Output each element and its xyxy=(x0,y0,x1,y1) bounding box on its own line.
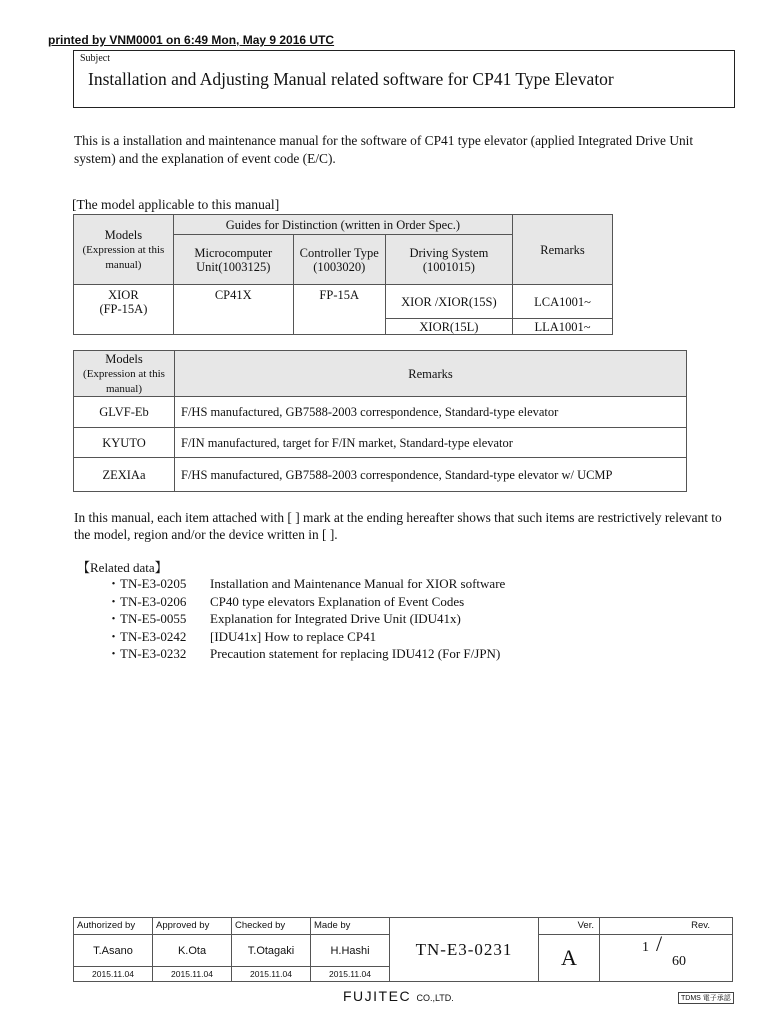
list-item: ・TN-E3-0232 Precaution statement for replacing IDU412 (For F/JPN) xyxy=(107,646,501,661)
authorized-label: Authorized by xyxy=(74,918,153,935)
made-label: Made by xyxy=(311,918,390,935)
list-item: ・TN-E5-0055 Explanation for Integrated Drive Unit (IDU41x) xyxy=(107,611,461,626)
micro-header: Microcomputer Unit(1003125) xyxy=(173,235,293,285)
approved-name: K.Ota xyxy=(153,935,232,967)
model-cell: ZEXIAa xyxy=(74,458,175,492)
remarks-header: Remarks xyxy=(175,351,687,397)
micro-cell: CP41X xyxy=(173,285,293,335)
approval-block xyxy=(73,917,733,982)
table-row xyxy=(74,458,687,492)
list-item: ・TN-E3-0242 [IDU41x] How to replace CP41 xyxy=(107,628,377,644)
approved-date: 2015.11.04 xyxy=(153,967,232,982)
subject-label: Subject xyxy=(80,53,110,64)
model-heading: [The model applicable to this manual] xyxy=(72,197,280,212)
approved-label: Approved by xyxy=(153,918,232,935)
model-table xyxy=(73,214,613,335)
related-list xyxy=(107,575,505,663)
made-date: 2015.11.04 xyxy=(311,967,390,982)
tdms-mark: TDMS 電子承認 xyxy=(678,992,734,1004)
model-cell: KYUTO xyxy=(74,428,175,458)
ver-label: Ver. xyxy=(539,918,600,935)
checked-label: Checked by xyxy=(232,918,311,935)
list-item: ・TN-E3-0206 CP40 type elevators Explanation of Event Codes xyxy=(107,593,465,609)
company-logo: FUJITEC CO.,LTD. xyxy=(343,988,454,1004)
controller-header: Controller Type (1003020) xyxy=(293,235,385,285)
driving-cell: XIOR /XIOR(15S) xyxy=(385,285,512,319)
intro-paragraph: This is a installation and maintenance manual for the software of CP41 type elevator (applied Integrated Drive Unit system) and the explanation of event code (E/C). xyxy=(74,133,694,166)
checked-name: T.Otagaki xyxy=(232,935,311,967)
version-value: A xyxy=(539,935,600,982)
controller-cell: FP-15A xyxy=(293,285,385,335)
driving-cell: XIOR(15L) xyxy=(385,319,512,335)
remark-cell: F/IN manufactured, target for F/IN market, Standard-type elevator xyxy=(175,428,687,458)
note-paragraph: In this manual, each item attached with [ ] mark at the ending hereafter shows that such items are restrictively relevant to the model, region and/or the device written in [ ]. xyxy=(74,510,722,542)
print-header: printed by VNM0001 on 6:49 Mon, May 9 2016 UTC xyxy=(48,33,335,47)
remarks-header: Remarks xyxy=(513,215,613,285)
driving-header: Driving System (1001015) xyxy=(385,235,512,285)
remark-cell: F/HS manufactured, GB7588-2003 correspondence, Standard-type elevator xyxy=(175,397,687,428)
table-row xyxy=(74,428,687,458)
list-item: ・TN-E3-0205 Installation and Maintenance Manual for XIOR software xyxy=(107,576,506,591)
model-remarks-table xyxy=(73,350,687,492)
related-heading: 【Related data】 xyxy=(77,560,168,575)
document-title: Installation and Adjusting Manual related software for CP41 Type Elevator xyxy=(88,69,614,89)
authorized-name: T.Asano xyxy=(74,935,153,967)
models-header: Models (Expression at this manual) xyxy=(74,215,174,285)
page-number: 1 / 60 xyxy=(600,935,733,982)
rev-label: Rev. xyxy=(600,918,733,935)
remarks-cell: LCA1001~ xyxy=(513,285,613,319)
remark-cell: F/HS manufactured, GB7588-2003 correspondence, Standard-type elevator w/ UCMP xyxy=(175,458,687,492)
authorized-date: 2015.11.04 xyxy=(74,967,153,982)
guides-header: Guides for Distinction (written in Order Spec.) xyxy=(173,215,512,235)
checked-date: 2015.11.04 xyxy=(232,967,311,982)
document-number: TN-E3-0231 xyxy=(390,918,539,982)
subject-box xyxy=(73,50,735,108)
model-cell: GLVF-Eb xyxy=(74,397,175,428)
made-name: H.Hashi xyxy=(311,935,390,967)
remarks-cell: LLA1001~ xyxy=(513,319,613,335)
table-row xyxy=(74,397,687,428)
models-header: Models (Expression at this manual) xyxy=(74,351,175,397)
model-cell: XIOR (FP-15A) xyxy=(74,285,174,335)
